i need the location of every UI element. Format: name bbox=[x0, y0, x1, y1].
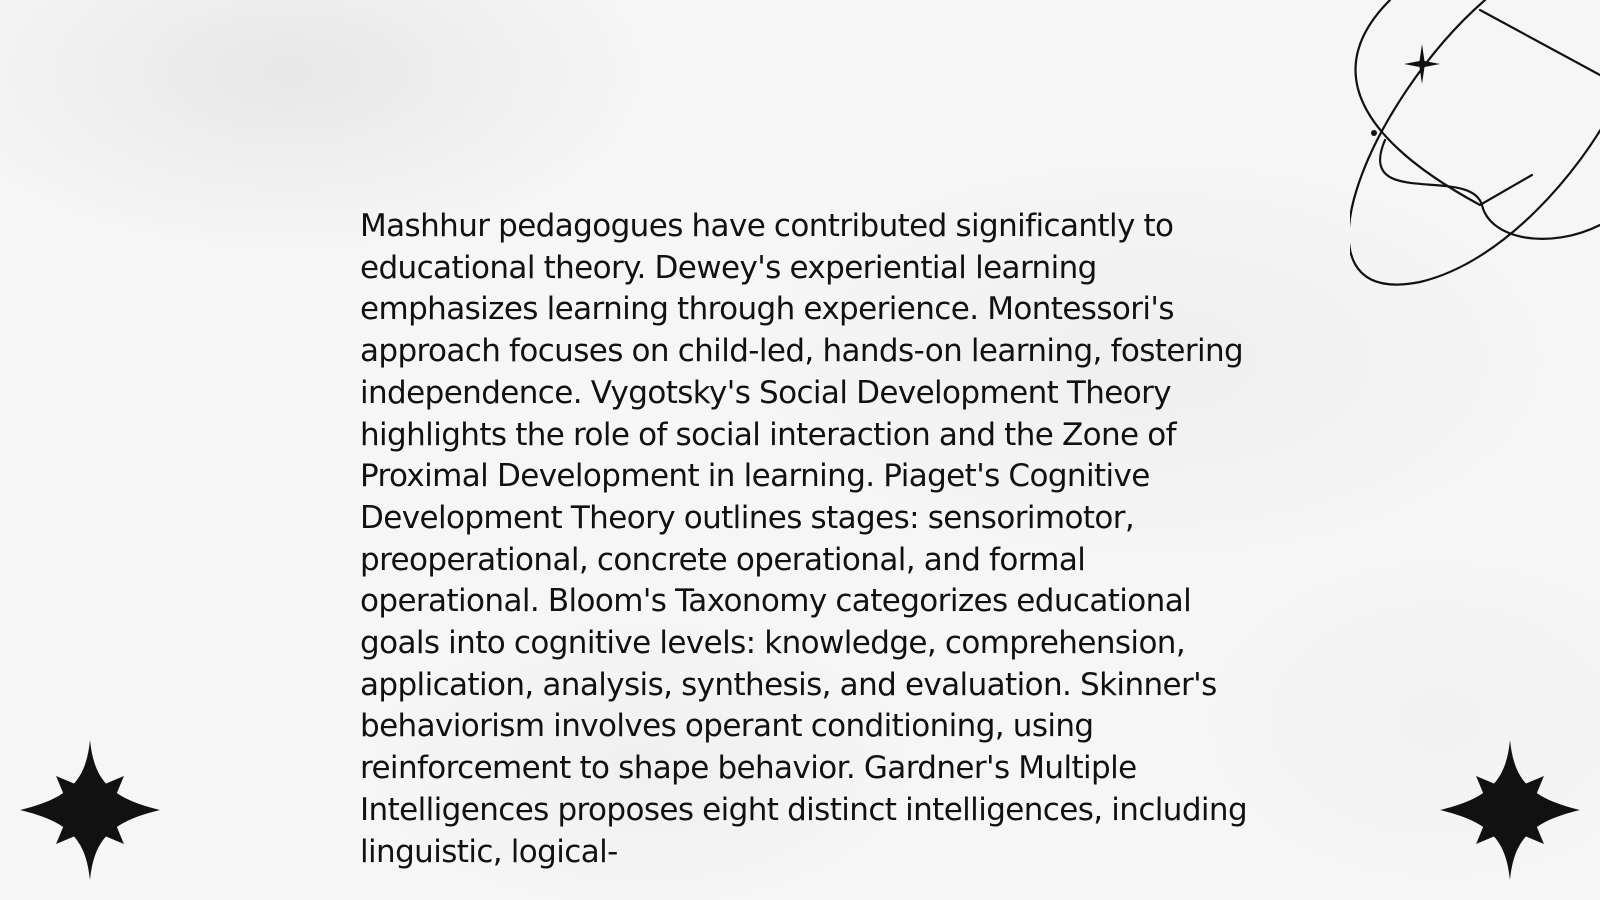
body-paragraph: Mashhur pedagogues have contributed significantly to educational theory. Dewey's experiential learning emphasizes learning through experience. Montessori's approach focuses on child-led, hands-on learning, fostering independence. Vygotsky's Social Development Theory highlights the role of social interaction and the Zone of Proximal Development in learning. Piaget's Cognitive Development Theory outlines stages: sensorimotor, preoperational, concrete operational, and formal operational. Bloom's Taxonomy categorizes educational goals into cognitive levels: knowledge, comprehension, application, analysis, synthesis, and evaluation. Skinner's behaviorism involves operant conditioning, using reinforcement to shape behavior. Gardner's Multiple Intelligences proposes eight distinct intelligences, including linguistic, logical- bbox=[360, 208, 1248, 870]
orbit-sparkle-icon bbox=[1350, 0, 1600, 290]
four-point-star-icon bbox=[20, 740, 160, 880]
four-point-star-icon bbox=[1440, 740, 1580, 880]
